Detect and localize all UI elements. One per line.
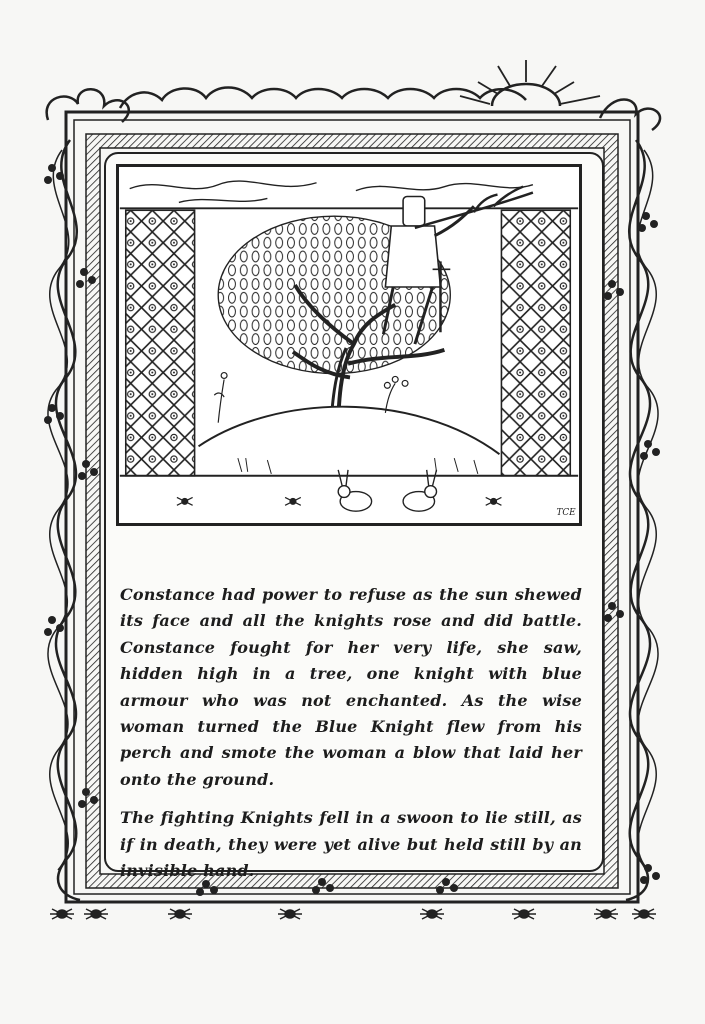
- illustration-knight-in-tree: [116, 164, 582, 526]
- sun-icon: [460, 60, 600, 106]
- story-text: [120, 582, 582, 884]
- story-paragraph-2: The fighting Knights fell in a swoon to lie still, as if in death, they were yet alive but held still by an invisible hand.: [120, 808, 582, 881]
- spider-icon: [50, 909, 656, 919]
- hill-icon: [199, 407, 500, 454]
- story-paragraph-1: Constance had power to refuse as the sun shewed its face and all the knights rose and did battle. Constance fought for her very life, she saw, hidden high in a tree, one knight with blue armour who was not enchanted. As the wise woman turned the Blue Knight flew from his perch and smote the woman a blow that laid her onto the ground.: [120, 585, 582, 789]
- artist-monogram: TCE: [556, 508, 576, 519]
